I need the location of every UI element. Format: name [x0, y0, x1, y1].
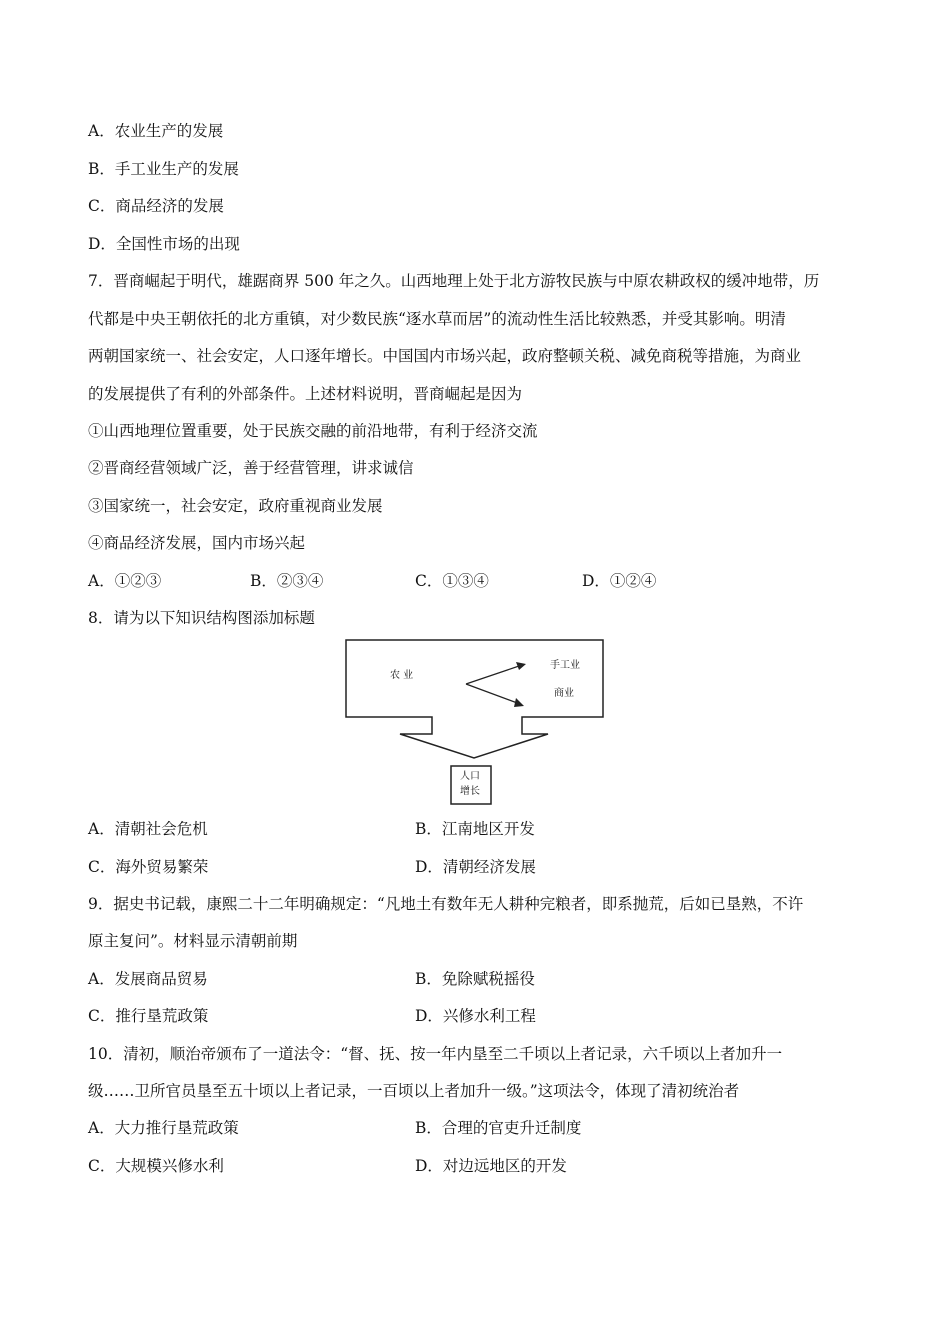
q8-option-c: C．海外贸易繁荣	[88, 858, 209, 876]
arrow-up-line	[466, 665, 522, 684]
knowledge-structure-diagram	[340, 636, 610, 806]
q10-option-d: D．对边远地区的开发	[415, 1157, 567, 1175]
q9-option-b: B．免除赋税摇役	[415, 970, 535, 988]
q9-option-c: C．推行垦荒政策	[88, 1007, 209, 1025]
q9-stem-line-2: 原主复问”。材料显示清朝前期	[88, 932, 298, 950]
q7-stem-line-1: 7．晋商崛起于明代，雄踞商界 500 年之久。山西地理上处于北方游牧民族与中原农耕政权的缓冲地带，历	[88, 272, 820, 290]
q10-stem-line-1: 10．清初，顺治帝颁布了一道法令：“督、抚、按一年内垦至二千顷以上者记录，六千顷以上者加升一	[88, 1045, 783, 1063]
q8-option-d: D．清朝经济发展	[415, 858, 536, 876]
q7-stem-line-2: 代都是中央王朝依托的北方重镇，对少数民族“逐水草而居”的流动性生活比较熟悉，并受其影响。明清	[88, 310, 786, 328]
q8-option-b: B．江南地区开发	[415, 820, 535, 838]
q7-option-d: D．①②④	[582, 572, 657, 590]
q7-item-1: ①山西地理位置重要，处于民族交融的前沿地带，有利于经济交流	[88, 422, 538, 440]
q7-stem-line-3: 两朝国家统一、社会安定，人口逐年增长。中国国内市场兴起，政府整顿关税、减免商税等措施，为商业	[88, 347, 802, 365]
q7-item-3: ③国家统一，社会安定，政府重视商业发展	[88, 497, 383, 515]
diagram-label-population-2: 增长	[460, 786, 480, 797]
arrowhead-up	[516, 662, 526, 670]
q9-option-a: A．发展商品贸易	[88, 970, 208, 988]
q7-option-b: B．②③④	[250, 572, 324, 590]
arrowhead-down	[514, 698, 524, 707]
q6-option-a: A．农业生产的发展	[88, 122, 224, 140]
q10-option-c: C．大规模兴修水利	[88, 1157, 224, 1175]
diagram-label-handicraft: 手工业	[550, 660, 580, 671]
q6-option-c: C．商品经济的发展	[88, 197, 224, 215]
q7-item-4: ④商品经济发展，国内市场兴起	[88, 534, 306, 552]
q9-stem-line-1: 9．据史书记载，康熙二十二年明确规定：“凡地土有数年无人耕种完粮者，即系抛荒，后如已垦熟，不许	[88, 895, 804, 913]
q9-option-d: D．兴修水利工程	[415, 1007, 536, 1025]
diagram-label-agriculture: 农 业	[390, 670, 414, 681]
arrow-down-line	[466, 684, 520, 704]
q6-option-d: D．全国性市场的出现	[88, 235, 240, 253]
q10-stem-line-2: 级……卫所官员垦至五十顷以上者记录，一百顷以上者加升一级。”这项法令，体现了清初统治者	[88, 1082, 740, 1100]
diagram-label-population-1: 人口	[460, 771, 480, 782]
diagram-label-commerce: 商业	[554, 688, 574, 699]
q10-option-a: A．大力推行垦荒政策	[88, 1119, 239, 1137]
q7-stem-line-4: 的发展提供了有利的外部条件。上述材料说明，晋商崛起是因为	[88, 385, 523, 403]
q8-stem: 8．请为以下知识结构图添加标题	[88, 609, 315, 627]
q8-option-a: A．清朝社会危机	[88, 820, 208, 838]
q7-item-2: ②晋商经营领域广泛，善于经营管理，讲求诚信	[88, 459, 414, 477]
q6-option-b: B．手工业生产的发展	[88, 160, 239, 178]
q10-option-b: B．合理的官吏升迁制度	[415, 1119, 582, 1137]
q7-option-c: C．①③④	[415, 572, 489, 590]
q7-option-a: A．①②③	[88, 572, 162, 590]
